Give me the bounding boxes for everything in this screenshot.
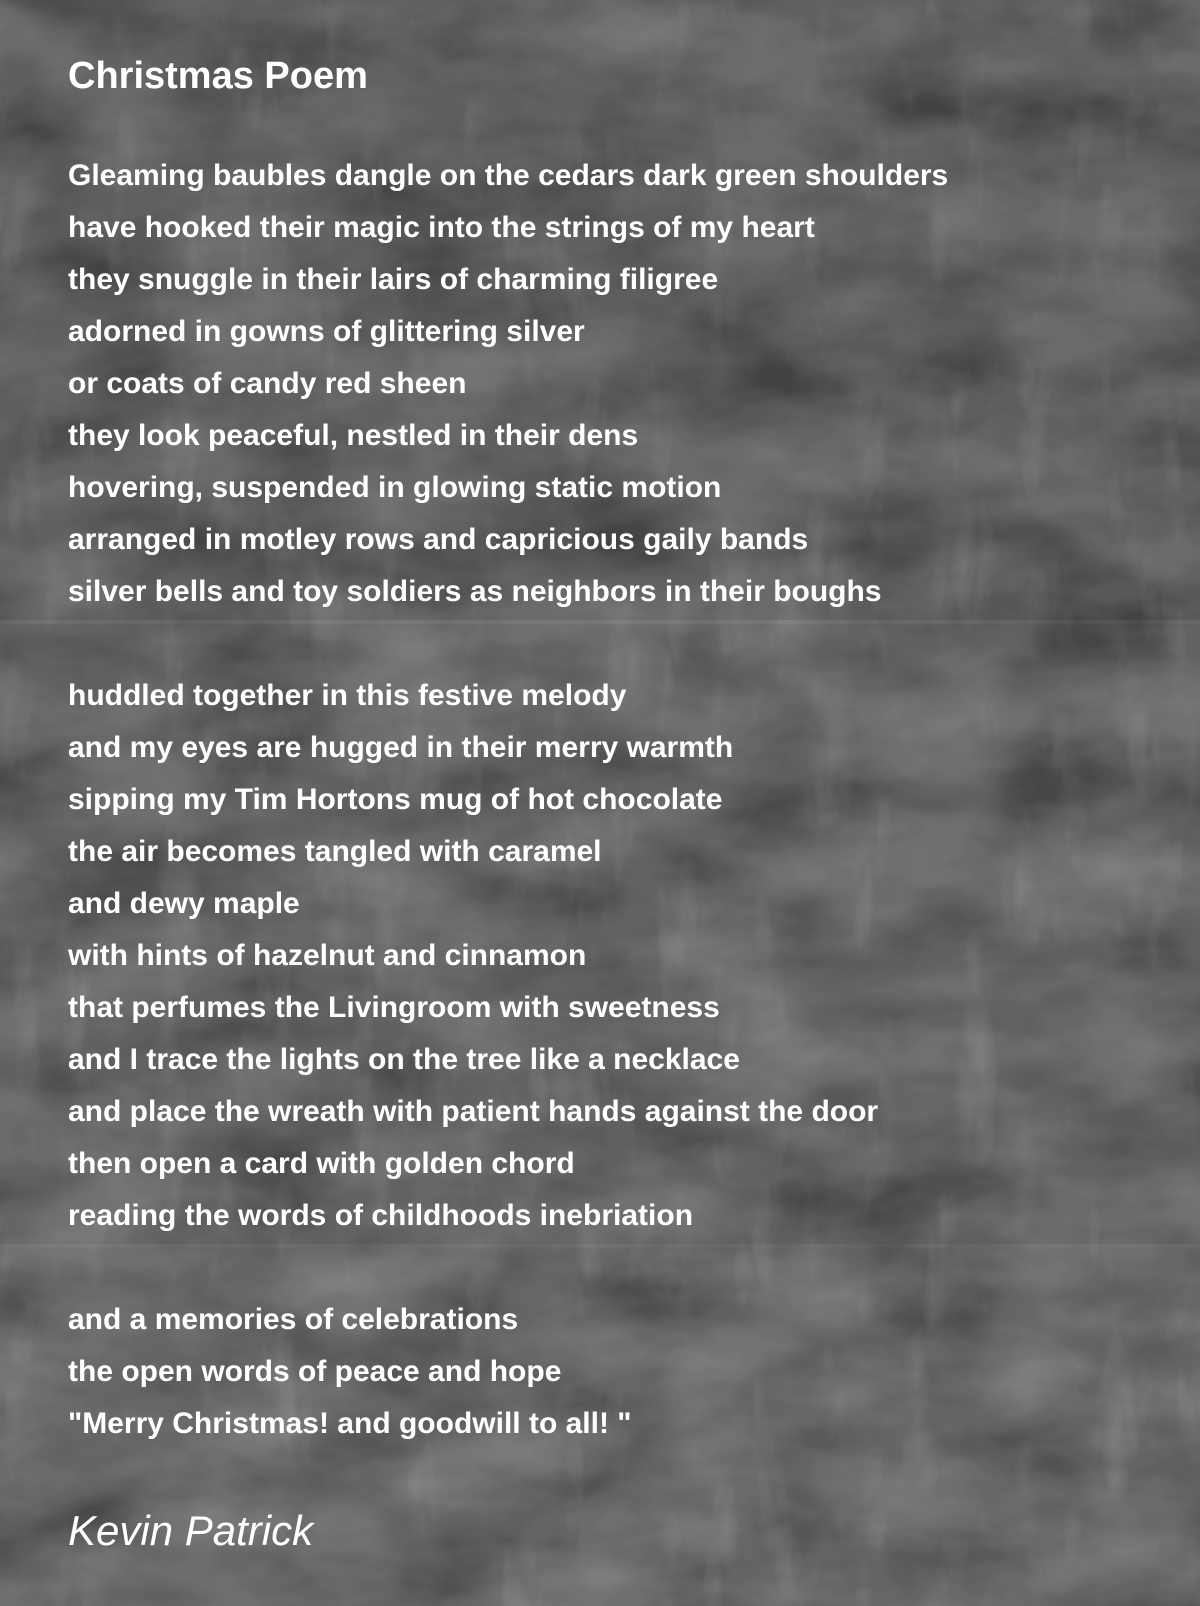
poem-line: and I trace the lights on the tree like a necklace	[68, 1043, 740, 1076]
poem-author: Kevin Patrick	[68, 1507, 314, 1554]
poem-line: and dewy maple	[68, 887, 300, 920]
poem-line: and place the wreath with patient hands against the door	[68, 1095, 879, 1128]
poem-line: adorned in gowns of glittering silver	[68, 315, 585, 348]
poem-line: the open words of peace and hope	[68, 1355, 562, 1388]
poem-line: arranged in motley rows and capricious gaily bands	[68, 523, 809, 556]
poem-line: and a memories of celebrations	[68, 1303, 519, 1336]
poem-line: the air becomes tangled with caramel	[68, 835, 602, 868]
poem-line: hovering, suspended in glowing static motion	[68, 471, 722, 504]
stanza	[68, 150, 948, 618]
stanza	[68, 670, 878, 1242]
poem-line: sipping my Tim Hortons mug of hot chocolate	[68, 783, 723, 816]
poem-line: they look peaceful, nestled in their dens	[68, 419, 639, 452]
poem-line: then open a card with golden chord	[68, 1147, 575, 1180]
poem-line: have hooked their magic into the strings of my heart	[68, 211, 815, 244]
poem-line: huddled together in this festive melody	[68, 679, 627, 712]
poem-line: and my eyes are hugged in their merry warmth	[68, 731, 734, 764]
stanza	[68, 1294, 632, 1450]
poem-line: Gleaming baubles dangle on the cedars dark green shoulders	[68, 159, 949, 192]
poem-title: Christmas Poem	[68, 55, 368, 97]
poem-line: with hints of hazelnut and cinnamon	[68, 939, 587, 972]
poem-line: "Merry Christmas! and goodwill to all! "	[68, 1407, 632, 1440]
poem-line: or coats of candy red sheen	[68, 367, 467, 400]
poem-line: they snuggle in their lairs of charming filigree	[68, 263, 719, 296]
poem-line: reading the words of childhoods inebriation	[68, 1199, 694, 1232]
poem-line: that perfumes the Livingroom with sweetness	[68, 991, 720, 1024]
poem-line: silver bells and toy soldiers as neighbors in their boughs	[68, 575, 882, 608]
